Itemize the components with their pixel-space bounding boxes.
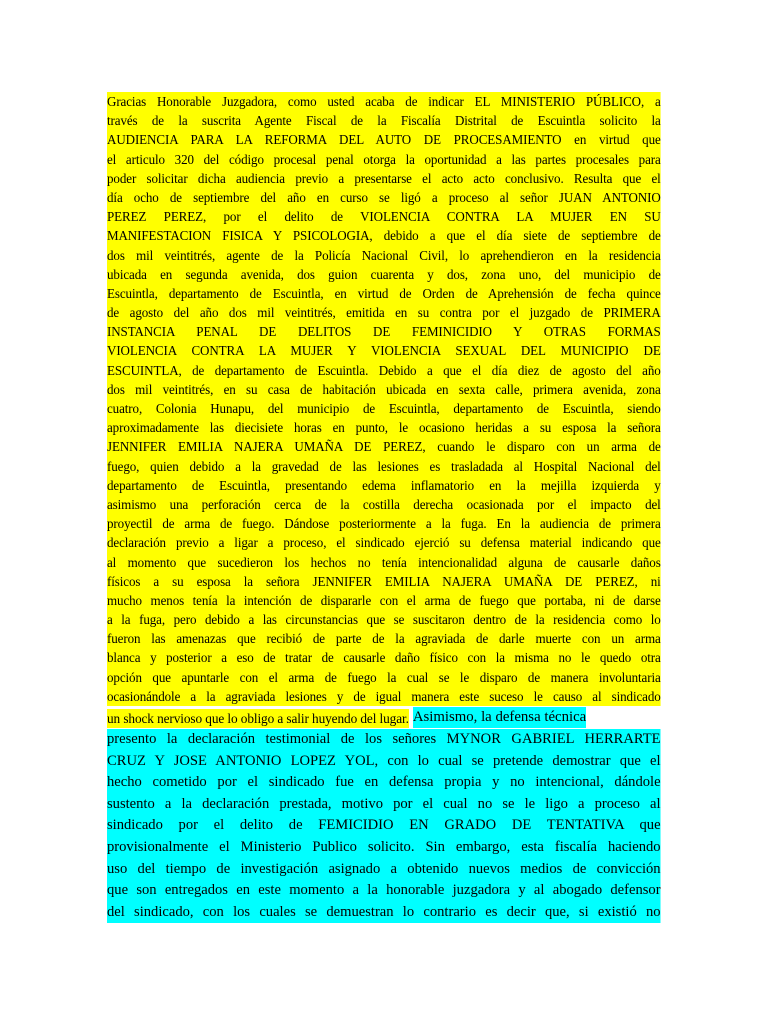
paragraph-line [107,772,661,794]
line-text: través de la suscrita Agente Fiscal de la Fiscalía Distrital de Escuintla solicito la [107,111,661,130]
paragraph-line [107,399,661,418]
line-text: hecho cometido por el sindicado fue en defensa propia y no intencional, dándole [107,772,661,794]
line-text: proyectil de arma de fuego. Dándose posteriormente a la fuga. En la audiencia de primera [107,514,661,533]
paragraph-line [107,169,661,188]
paragraph-line [107,837,661,859]
line-text: al momento que sucedieron los hechos no tenía intencionalidad alguna de causarle daños [107,553,661,572]
line-text: el articulo 320 del código procesal penal otorga la oportunidad a las partes procesales para [107,150,661,169]
line-text: del sindicado, con los cuales se demuestran lo contrario es decir que, si existió no [107,902,661,924]
paragraph-line [107,303,661,322]
paragraph-line [107,265,661,284]
paragraph-line [107,591,661,610]
paragraph-line [107,902,661,924]
paragraph-line [107,207,661,226]
paragraph-line [107,729,661,751]
paragraph-line [107,533,661,552]
line-text: declaración previo a ligar a proceso, el sindicado ejerció su defensa material indicando que [107,533,661,552]
paragraph-line [107,418,661,437]
line-text: fuego, quien debido a la gravedad de las lesiones es trasladada al Hospital Nacional del [107,457,661,476]
line-text: CRUZ Y JOSE ANTONIO LOPEZ YOL, con lo cual se pretende demostrar que el [107,751,661,773]
paragraph-line [107,476,661,495]
paragraph-line [107,226,661,245]
line-text: físicos a su esposa la señora JENNIFER EMILIA NAJERA UMAÑA DE PEREZ, ni [107,572,661,591]
line-text: dos mil veintitrés, agente de la Policía Nacional Civil, lo aprehendieron en la residencia [107,246,661,265]
paragraph-line [107,188,661,207]
line-text: JENNIFER EMILIA NAJERA UMAÑA DE PEREZ, cuando le disparo con un arma de [107,437,661,456]
line-text: MANIFESTACION FISICA Y PSICOLOGIA, debido a que el día siete de septiembre de [107,226,661,245]
paragraph-line [107,495,661,514]
paragraph-line [107,437,661,456]
paragraph-line [107,246,661,265]
line-text: departamento de Escuintla, presentando edema inflamatorio en la mejilla izquierda y [107,476,661,495]
paragraph-line [107,322,661,341]
yellow-highlighted-paragraph [107,92,661,706]
paragraph-line [107,341,661,360]
paragraph-line [107,380,661,399]
line-text: presento la declaración testimonial de los señores MYNOR GABRIEL HERRARTE [107,729,661,751]
line-text: provisionalmente el Ministerio Publico solicito. Sin embargo, esta fiscalía haciendo [107,837,661,859]
line-text: asimismo una perforación cerca de la costilla derecha ocasionada por el impacto del [107,495,661,514]
paragraph-line [107,668,661,687]
line-text: ubicada en segunda avenida, dos guion cuarenta y dos, zona uno, del municipio de [107,265,661,284]
paragraph-line [107,687,661,706]
line-text: uso del tiempo de investigación asignado a obtenido nuevos medios de convicción [107,859,661,881]
line-text: INSTANCIA PENAL DE DELITOS DE FEMINICIDIO Y OTRAS FORMAS [107,322,661,341]
line-text: ocasionándole a la agraviada lesiones y de igual manera este suceso le causo al sindicado [107,687,661,706]
paragraph-line [107,514,661,533]
paragraph-line [107,92,661,111]
paragraph-line [107,361,661,380]
paragraph-line [107,815,661,837]
line-text: AUDIENCIA PARA LA REFORMA DEL AUTO DE PROCESAMIENTO en virtud que [107,130,661,149]
line-text: que son entregados en este momento a la honorable juzgadora y al abogado defensor [107,880,661,902]
paragraph-line [107,610,661,629]
line-text: Gracias Honorable Juzgadora, como usted acaba de indicar EL MINISTERIO PÚBLICO, a [107,92,661,111]
line-text: fueron las amenazas que recibió de parte de la agraviada de darle muerte con un arma [107,629,661,648]
paragraph-line [107,553,661,572]
paragraph-line [107,751,661,773]
paragraph-line [107,284,661,303]
line-text: VIOLENCIA CONTRA LA MUJER Y VIOLENCIA SEXUAL DEL MUNICIPIO DE [107,341,661,360]
line-text: cuatro, Colonia Hunapu, del municipio de Escuintla, departamento de Escuintla, siendo [107,399,661,418]
cyan-line-start: Asimismo, la defensa técnica [413,707,586,728]
line-text: de agosto del año dos mil veintitrés, emitida en su contra por el juzgado de PRIMERA [107,303,661,322]
mixed-highlight-line [107,707,661,729]
paragraph-line [107,859,661,881]
line-text: a la fuga, pero debido a las circunstancias que se suscitaron dentro de la residencia como lo [107,610,661,629]
paragraph-line [107,794,661,816]
line-text: aproximadamente las diecisiete horas en punto, le ocasiono heridas a su esposa la señora [107,418,661,437]
line-text: mucho menos tenía la intención de dispararle con el arma de fuego que portaba, ni de darse [107,591,661,610]
line-text: ESCUINTLA, de departamento de Escuintla. Debido a que el día diez de agosto del año [107,361,661,380]
yellow-line-end: un shock nervioso que lo obligo a salir huyendo del lugar. [107,711,409,726]
paragraph-line [107,130,661,149]
line-text: dos mil veintitrés, en su casa de habitación ubicada en sexta calle, primera avenida, zona [107,380,661,399]
paragraph-line [107,111,661,130]
line-text: sindicado por el delito de FEMICIDIO EN GRADO DE TENTATIVA que [107,815,661,837]
paragraph-line [107,150,661,169]
line-text: Escuintla, departamento de Escuintla, en virtud de Orden de Aprehensión de fecha quince [107,284,661,303]
cyan-highlighted-paragraph [107,729,661,923]
line-text: PEREZ PEREZ, por el delito de VIOLENCIA CONTRA LA MUJER EN SU [107,207,661,226]
paragraph-line [107,457,661,476]
line-text: poder solicitar dicha audiencia previo a presentarse el acto acto conclusivo. Resulta que el [107,169,661,188]
paragraph-line [107,880,661,902]
line-text: opción que apuntarle con el arma de fuego la cual se le disparo de manera involuntaria [107,668,661,687]
paragraph-line [107,648,661,667]
line-text: sustento a la declaración prestada, motivo por el cual no se le ligo a proceso al [107,794,661,816]
line-text: blanca y posterior a eso de tratar de causarle daño físico con la misma no le quedo otra [107,648,661,667]
paragraph-line [107,572,661,591]
paragraph-line [107,629,661,648]
line-text: día ocho de septiembre del año en curso se ligó a proceso al señor JUAN ANTONIO [107,188,661,207]
